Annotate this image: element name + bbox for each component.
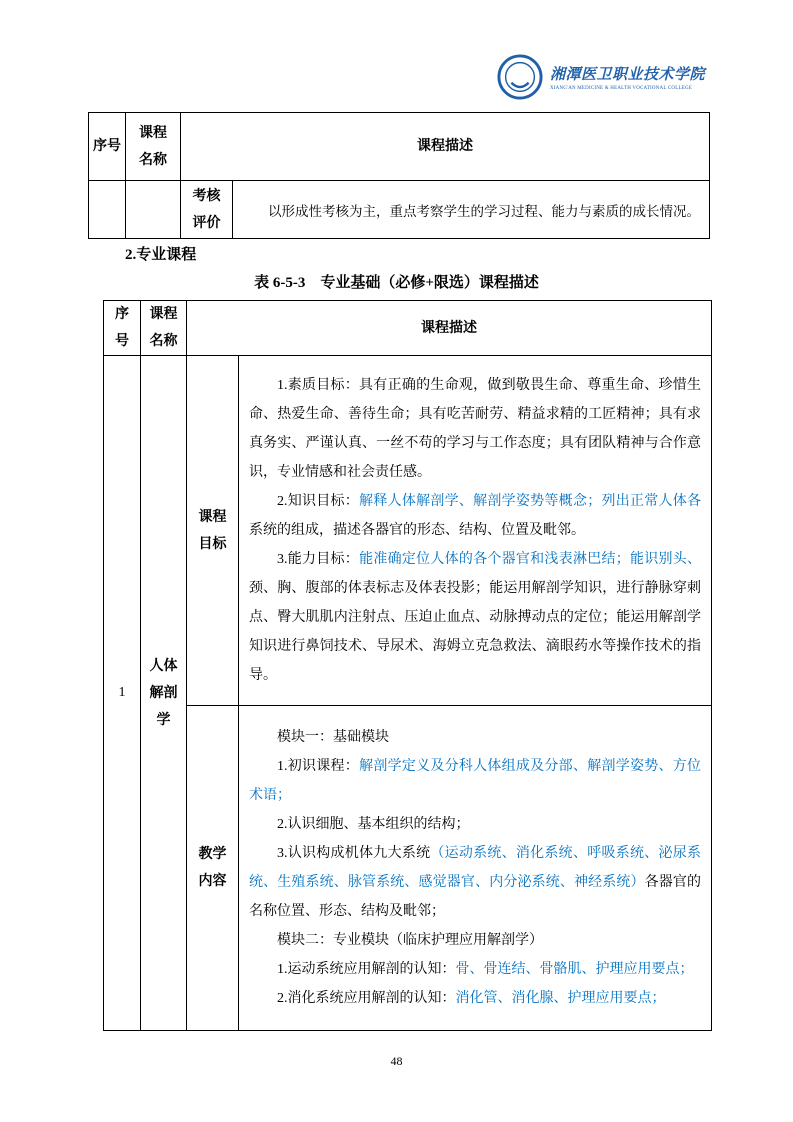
college-name-en: XIANG'AN MEDICINE & HEALTH VOCATIONAL COLLEGE <box>549 86 693 91</box>
t2-header-index: 序号 <box>104 301 141 356</box>
section-heading: 2.专业课程 <box>125 247 197 263</box>
assessment-table-row <box>89 181 710 239</box>
course-objectives-row <box>104 356 712 706</box>
t2-content-text: 模块一：基础模块 1.初识课程：解剖学定义及分科人体组成及分部、解剖学姿势、方位术语； 2.认识细胞、基本组织的结构； 3.认识构成机体九大系统（运动系统、消化系统、呼吸系统、泌尿系统、生殖系统、脉管系统、感觉器官、内分泌系统、神经系统）各器官的名称位置、形态、结构及毗邻； 模块二：专业模块（临床护理应用解剖学） 1.运动系统应用解剖的认知：骨、骨连结、骨骼肌、护理应用要点； 2.消化系统应用解剖的认知：消化管、消化腺、护理应用要点； <box>239 706 712 1031</box>
page-number: 48 <box>390 1054 403 1068</box>
college-name-cn: 湘潭医卫职业技术学院 <box>549 67 705 83</box>
t2-content-label: 教学内容 <box>187 706 239 1031</box>
t1-cell-index-empty <box>89 181 126 239</box>
t1-header-desc: 课程描述 <box>181 113 710 181</box>
table-caption: 表 6-5-3 专业基础（必修+限选）课程描述 <box>254 275 539 291</box>
assessment-table <box>88 112 710 239</box>
t2-objectives-text: 1.素质目标：具有正确的生命观，做到敬畏生命、尊重生命、珍惜生命、热爱生命、善待生命；具有吃苦耐劳、精益求精的工匠精神；具有求真务实、严谨认真、一丝不苟的学习与工作态度；具有团队精神与合作意识，专业情感和社会责任感。 2.知识目标：解释人体解剖学、解剖学姿势等概念；列出正常人体各系统的组成，描述各器官的形态、结构、位置及毗邻。 3.能力目标：能准确定位人体的各个器官和浅表淋巴结；能识别头、颈、胸、腹部的体表标志及体表投影；能运用解剖学知识，进行静脉穿刺点、臀大肌肌内注射点、压迫止血点、动脉搏动点的定位；能运用解剖学知识进行鼻饲技术、导尿术、海姆立克急救法、滴眼药水等操作技术的指导。 <box>239 356 712 706</box>
course-description-table <box>103 300 712 1031</box>
college-logo <box>497 54 705 100</box>
t1-row-label: 考核评价 <box>181 181 233 239</box>
t2-row-index: 1 <box>104 356 141 1031</box>
college-emblem-icon <box>497 54 543 100</box>
t2-objectives-label: 课程目标 <box>187 356 239 706</box>
course-table-header-row <box>104 301 712 356</box>
t1-cell-name-empty <box>126 181 181 239</box>
t1-header-name: 课程名称 <box>126 113 181 181</box>
t1-header-index: 序号 <box>89 113 126 181</box>
t2-course-name: 人体解剖学 <box>141 356 187 1031</box>
t2-header-name: 课程名称 <box>141 301 187 356</box>
course-content-row <box>104 706 712 1031</box>
t2-header-desc: 课程描述 <box>187 301 712 356</box>
college-logo-text <box>550 63 705 91</box>
assessment-table-header-row <box>89 113 710 181</box>
t1-row-text: 以形成性考核为主，重点考察学生的学习过程、能力与素质的成长情况。 <box>233 181 710 239</box>
